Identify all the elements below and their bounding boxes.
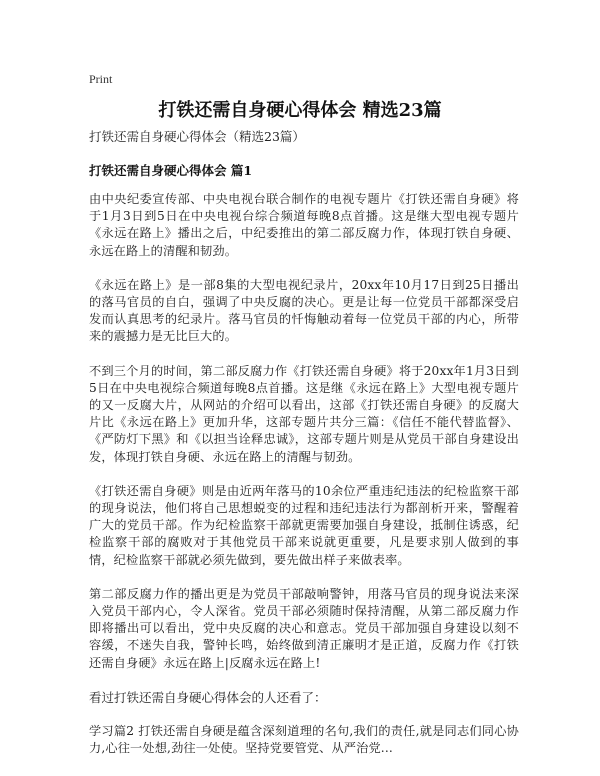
related-article-excerpt[interactable]: 学习篇2 打铁还需自身硬是蕴含深刻道理的名句,我们的责任,就是同志们同心协力,心往一处想,劲往一处使。坚持党要管党、从严治党... — [89, 723, 519, 756]
see-also-heading: 看过打铁还需自身硬心得体会的人还看了： — [89, 689, 327, 705]
document-body — [89, 128, 519, 757]
print-label[interactable]: Print — [89, 72, 113, 86]
paragraph: 《打铁还需自身硬》则是由近两年落马的10余位严重违纪违法的纪检监察干部的现身说法，他们将自己思想蜕变的过程和违纪违法行为都剖析开来，警醒着广大的党员干部。作为纪检监察干部就更需要加强自身建设，抵制住诱惑，纪检监察干部的腐败对于其他党员干部来说就更重要，凡是要求别人做到的事情，纪检监察干部就必须先做到，要先做出样子来做表率。 — [89, 483, 519, 567]
page-title: 打铁还需自身硬心得体会 精选23篇 — [158, 100, 442, 121]
document-subtitle: 打铁还需自身硬心得体会（精选23篇） — [89, 129, 305, 144]
paragraph: 第二部反腐力作的播出更是为党员干部敲响警钟，用落马官员的现身说法来深入党员干部内心，令人深省。党员干部必须随时保持清醒，从第二部反腐力作即将播出可以看出，党中央反腐的决心和意志。党员干部加强自身建设以刻不容缓，不迷失自我，警钟长鸣，始终做到清正廉明才是正道，反腐力作《打铁还需自身硬》永远在路上|反腐永远在路上! — [89, 586, 519, 670]
paragraph: 由中央纪委宣传部、中央电视台联合制作的电视专题片《打铁还需自身硬》将于1月3日到5日在中央电视台综合频道每晚8点首播。这是继大型电视专题片《永远在路上》播出之后，中纪委推出的第二部反腐力作，体现打铁自身硬、永远在路上的清醒和韧劲。 — [89, 192, 519, 258]
paragraph: 不到三个月的时间，第二部反腐力作《打铁还需自身硬》将于20xx年1月3日到5日在中央电视综合频道每晚8点首播。这是继《永远在路上》大型电视专题片的又一反腐大片，从网站的介绍可以看出，这部《打铁还需自身硬》的反腐大片比《永远在路上》更加升华，这部专题片共分三篇：《信任不能代替监督》、《严防灯下黑》和《以担当诠释忠诚》，这部专题片则是从党员干部自身建设出发，体现打铁自身硬、永远在路上的清醒与韧劲。 — [89, 363, 519, 464]
paragraph: 《永远在路上》是一部8集的大型电视纪录片，20xx年10月17日到25日播出的落马官员的自白，强调了中央反腐的决心。更是让每一位党员干部都深受启发而认真思考的纪录片。落马官员的忏悔触动着每一位党员干部的内心，所带来的震撼力是无比巨大的。 — [89, 277, 519, 344]
section-heading: 打铁还需自身硬心得体会 篇1 — [89, 163, 253, 178]
